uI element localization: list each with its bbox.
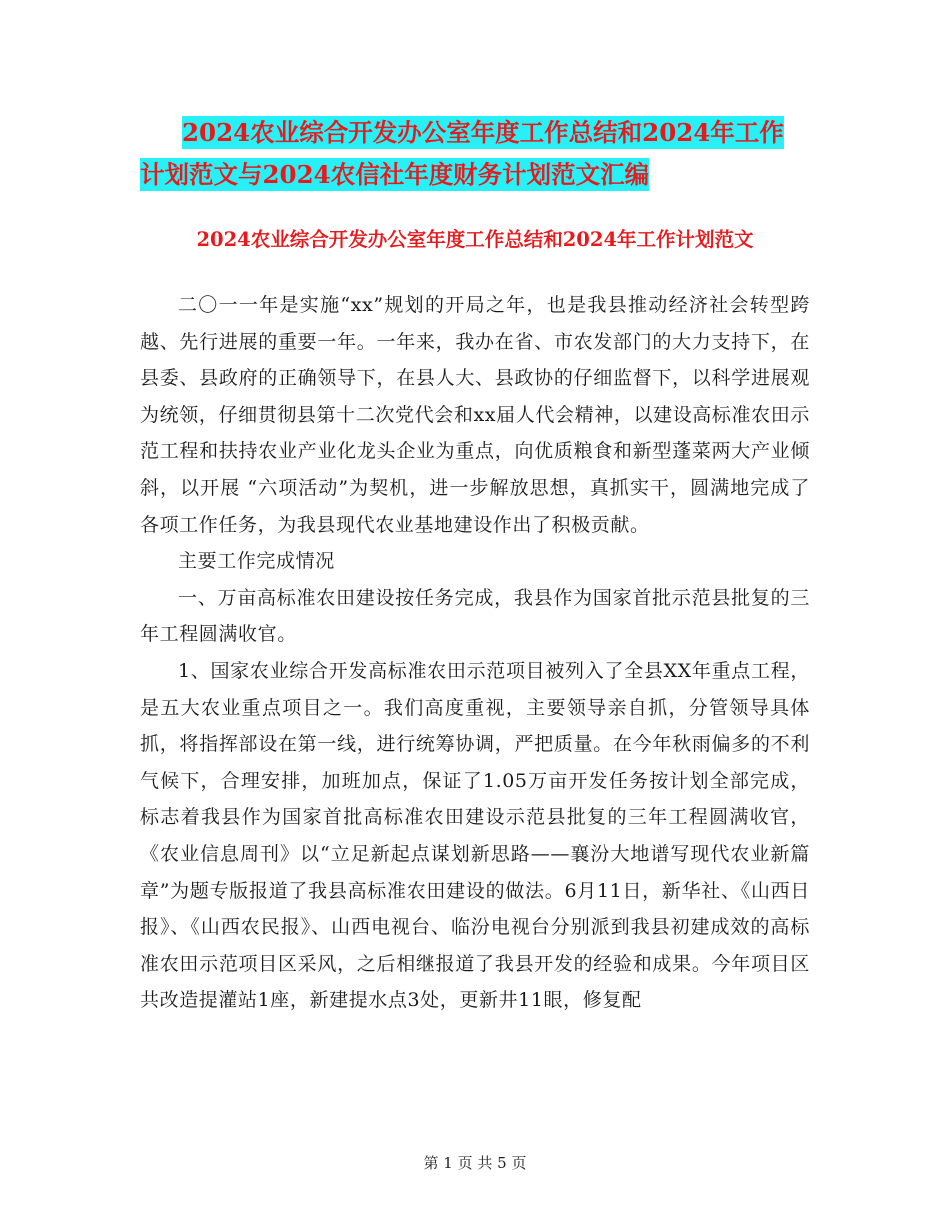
document-title-line-1 — [140, 112, 830, 154]
title-highlight-1: 2024农业综合开发办公室年度工作总结和2024年工作 — [182, 118, 784, 147]
title-highlight-2: 计划范文与2024农信社年度财务计划范文汇编 — [140, 160, 650, 189]
document-title — [140, 112, 830, 196]
document-title-line-2 — [140, 154, 830, 196]
paragraph-intro: 二〇一一年是实施“xx”规划的开局之年，也是我县推动经济社会转型跨越、先行进展的重要一年。一年来，我办在省、市农发部门的大力支持下，在县委、县政府的正确领导下，在县人大、县政协的仔细监督下，以科学进展观为统领，仔细贯彻县第十二次党代会和xx届人代会精神，以建设高标准农田示范工程和扶持农业产业化龙头企业为重点，向优质粮食和新型蓬菜两大产业倾斜，以开展 “六项活动”为契机，进一步解放思想，真抓实干，圆满地完成了各项工作任务，为我县现代农业基地建设作出了积极贡献。 — [140, 294, 810, 536]
paragraph-heading-main-work: 主要工作完成情况 — [178, 550, 335, 573]
paragraph-item-one: 1、国家农业综合开发高标准农田示范项目被列入了全县XX年重点工程，是五大农业重点项目之一。我们高度重视，主要领导亲自抓，分管领导具体抓，将指挥部设在第一线，进行统筹协调，严把质量。在今年秋雨偏多的不利气候下，合理安排，加班加点，保证了1.05万亩开发任务按计划全部完成，标志着我县作为国家首批高标准农田建设示范县批复的三年工程圆满收官，《农业信息周刊》以“立足新起点谋划新思路——襄汾大地谱写现代农业新篇章”为题专版报道了我县高标准农田建设的做法。6月11日，新华社、《山西日报》、《山西农民报》、山西电视台、临汾电视台分别派到我县初建成效的高标准农田示范项目区采风，之后相继报道了我县开发的经验和成果。今年项目区共改造提灌站1座，新建提水点3处，更新井11眼，修复配 — [140, 659, 810, 1012]
page-footer: 第 1 页 共 5 页 — [423, 1154, 527, 1172]
body-text — [140, 287, 810, 1019]
section-title: 2024农业综合开发办公室年度工作总结和2024年工作计划范文 — [196, 228, 754, 251]
paragraph-section-one: 一、万亩高标准农田建设按任务完成，我县作为国家首批示范县批复的三年工程圆满收官。 — [140, 586, 810, 646]
